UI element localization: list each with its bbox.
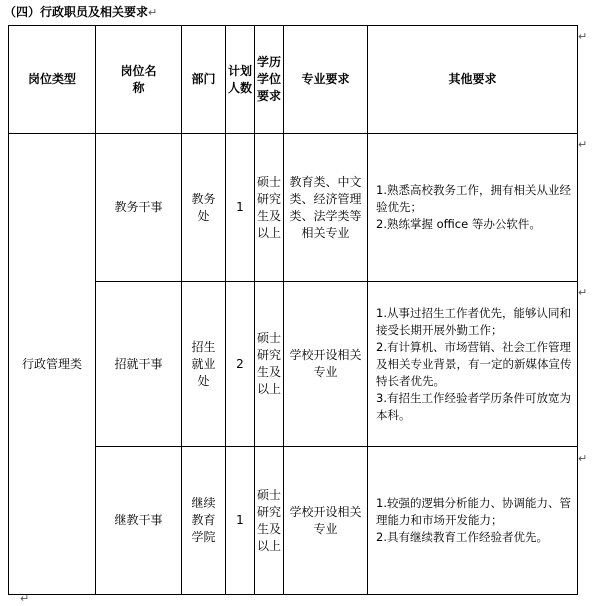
department-cell: 教务处 bbox=[182, 134, 226, 282]
major-cell: 教育类、中文类、经济管理类、法学类等相关专业 bbox=[284, 134, 368, 282]
paragraph-mark-icon: ↵ bbox=[20, 592, 30, 605]
table-row bbox=[9, 134, 578, 282]
requirement-item: 1.从事过招生工作者优先，能够认同和接受长期开展外勤工作； bbox=[376, 305, 571, 337]
other-requirements-cell bbox=[368, 134, 578, 282]
requirement-item: 2.有计算机、市场营销、社会工作管理及相关专业背景，有一定的新媒体宣传特长者优先。 bbox=[376, 339, 572, 388]
paragraph-mark-icon: ↵ bbox=[578, 286, 588, 299]
requirement-item: 3.有招生工作经验者学历条件可放宽为本科。 bbox=[376, 390, 571, 422]
paragraph-mark-icon: ↵ bbox=[148, 6, 158, 19]
position-name-cell: 招就干事 bbox=[96, 282, 182, 447]
requirement-item: 2.具有继续教育工作经验者优先。 bbox=[376, 530, 548, 544]
header-major: 专业要求 bbox=[284, 26, 368, 134]
count-cell: 2 bbox=[226, 282, 255, 447]
header-row bbox=[9, 26, 578, 134]
requirement-item: 2.熟练掌握 office 等办公软件。 bbox=[376, 217, 541, 231]
header-position-type: 岗位类型 bbox=[9, 26, 96, 134]
count-cell: 1 bbox=[226, 447, 255, 595]
paragraph-mark-icon: ↵ bbox=[578, 30, 588, 43]
count-cell: 1 bbox=[226, 134, 255, 282]
paragraph-mark-icon: ↵ bbox=[578, 452, 588, 465]
major-cell: 学校开设相关专业 bbox=[284, 282, 368, 447]
paragraph-mark-icon: ↵ bbox=[578, 138, 588, 151]
section-title bbox=[4, 4, 157, 21]
position-type-cell: 行政管理类 bbox=[9, 134, 96, 595]
position-requirements-table bbox=[8, 25, 578, 595]
header-plan-count: 计划人数 bbox=[226, 26, 255, 134]
header-department: 部门 bbox=[182, 26, 226, 134]
position-name-cell: 继教干事 bbox=[96, 447, 182, 595]
header-other: 其他要求 bbox=[368, 26, 578, 134]
education-cell: 硕士研究生及以上 bbox=[255, 447, 284, 595]
major-cell: 学校开设相关专业 bbox=[284, 447, 368, 595]
requirement-item: 1.熟悉高校教务工作，拥有相关从业经验优先； bbox=[376, 183, 571, 214]
department-cell: 继续教育学院 bbox=[182, 447, 226, 595]
requirement-item: 1.较强的逻辑分析能力、协调能力、管理能力和市场开发能力； bbox=[376, 496, 571, 527]
section-title-text: （四）行政职员及相关要求 bbox=[4, 5, 149, 19]
education-cell: 硕士研究生及以上 bbox=[255, 282, 284, 447]
position-name-cell: 教务干事 bbox=[96, 134, 182, 282]
education-cell: 硕士研究生及以上 bbox=[255, 134, 284, 282]
header-education: 学历学位要求 bbox=[255, 26, 284, 134]
other-requirements-cell bbox=[368, 447, 578, 595]
header-position-name: 岗位名称 bbox=[96, 26, 182, 134]
department-cell: 招生就业处 bbox=[182, 282, 226, 447]
other-requirements-cell bbox=[368, 282, 578, 447]
